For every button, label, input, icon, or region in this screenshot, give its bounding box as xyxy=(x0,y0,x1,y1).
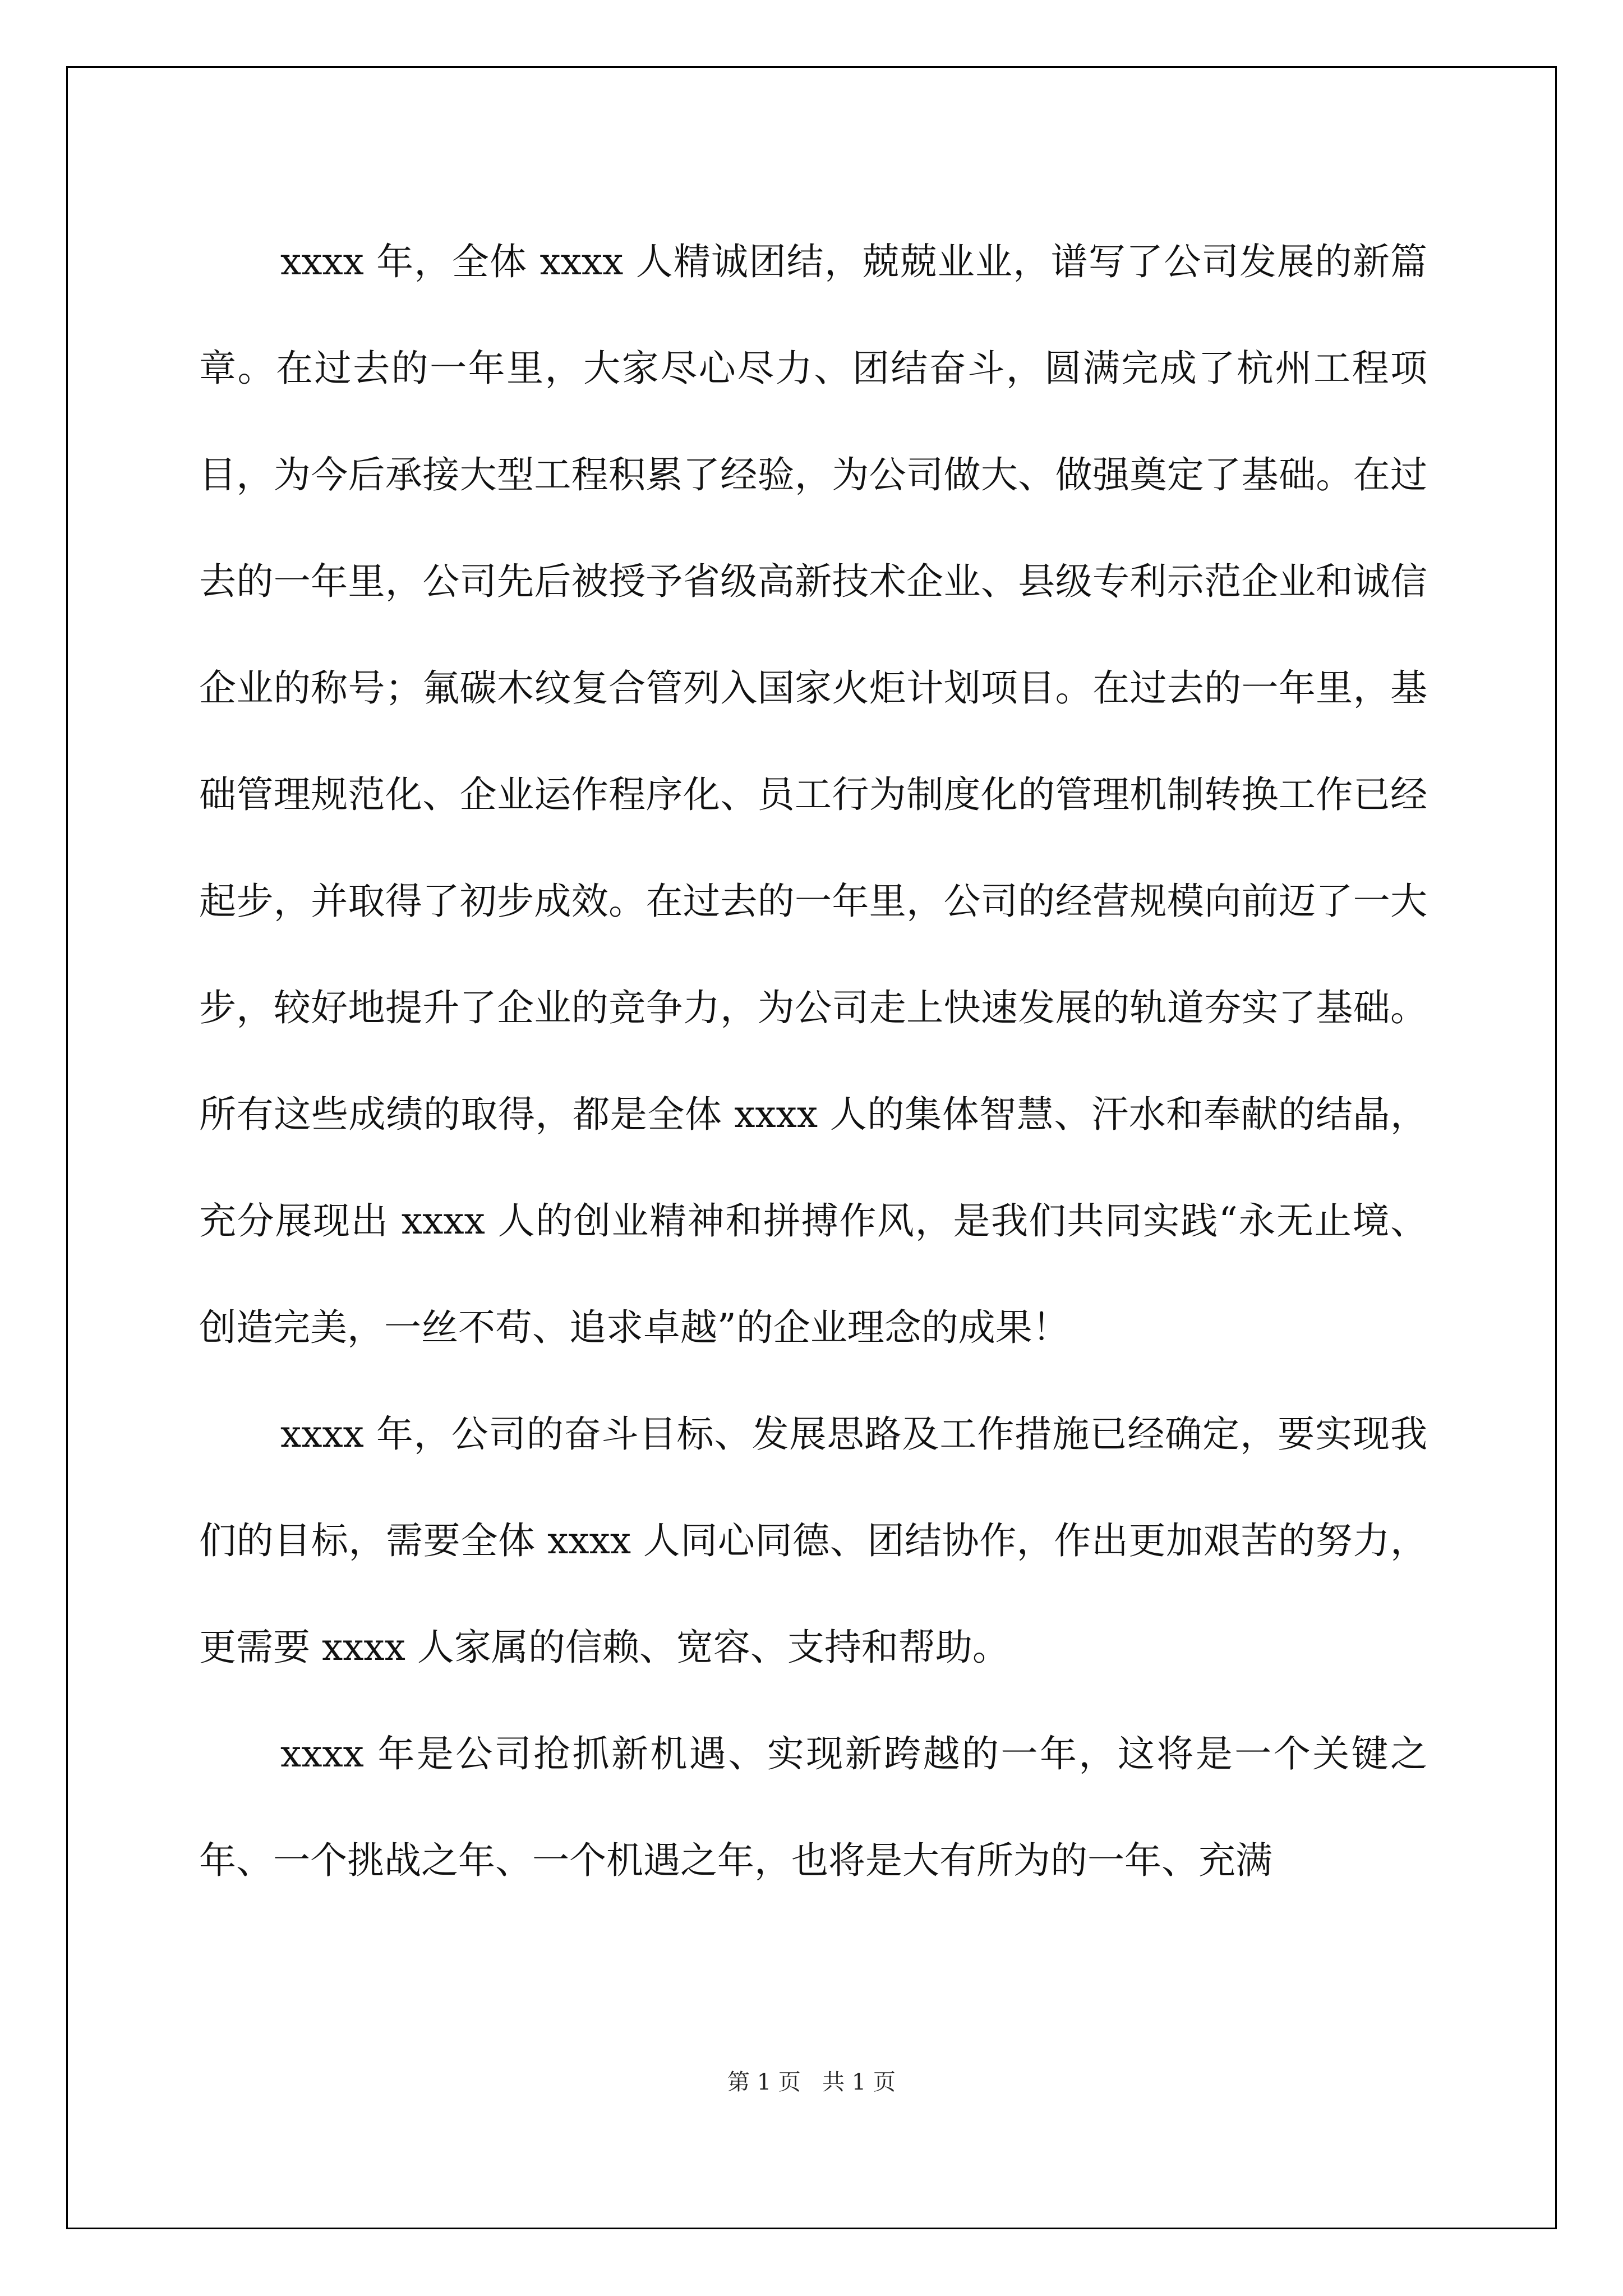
paragraph-2: xxxx 年，公司的奋斗目标、发展思路及工作措施已经确定，要实现我们的目标，需要全体 xxxx 人同心同德、团结协作，作出更加艰苦的努力，更需要 xxxx 人家属的信赖、宽容、支持和帮助。 xyxy=(199,1412,1427,1669)
document-body xyxy=(199,209,1427,1914)
paragraph-3: xxxx 年是公司抢抓新机遇、实现新跨越的一年，这将是一个关键之年、一个挑战之年、一个机遇之年，也将是大有所为的一年、充满 xyxy=(199,1732,1427,1882)
paragraph-1: xxxx 年，全体 xxxx 人精诚团结，兢兢业业，谱写了公司发展的新篇章。在过去的一年里，大家尽心尽力、团结奋斗，圆满完成了杭州工程项目，为今后承接大型工程积累了经验，为公司做大、做强奠定了基础。在过去的一年里，公司先后被授予省级高新技术企业、县级专利示范企业和诚信企业的称号；氟碳木纹复合管列入国家火炬计划项目。在过去的一年里，基础管理规范化、企业运作程序化、员工行为制度化的管理机制转换工作已经起步，并取得了初步成效。在过去的一年里，公司的经营规模向前迈了一大步，较好地提升了企业的竞争力，为公司走上快速发展的轨道夯实了基础。所有这些成绩的取得，都是全体 xxxx 人的集体智慧、汗水和奉献的结晶，充分展现出 xxxx 人的创业精神和拼搏作风，是我们共同实践“永无止境、创造完美，一丝不苟、追求卓越”的企业理念的成果！ xyxy=(199,240,1427,1349)
page-footer: 第 1 页 共 1 页 xyxy=(727,2069,896,2095)
